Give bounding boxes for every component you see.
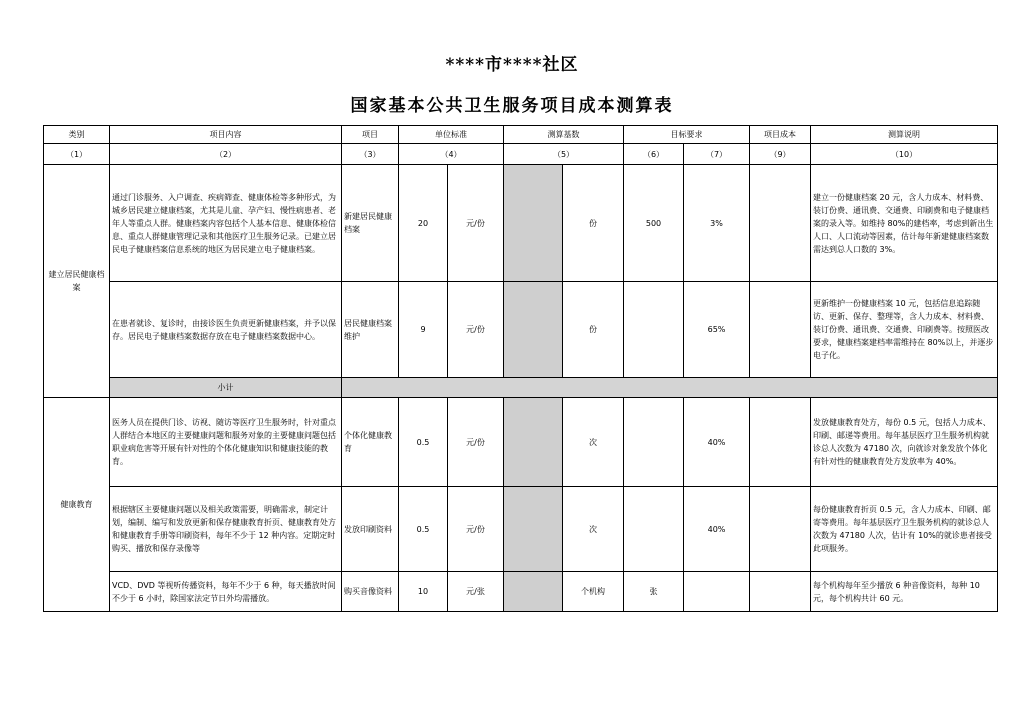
header-content: 项目内容 [110,126,342,144]
page-title-community: ****市****社区 [445,55,579,75]
base-shaded-cell [504,282,563,378]
colnum-3: （3） [342,144,399,165]
table-row [44,165,998,282]
colnum-1: （1） [44,144,110,165]
subtotal-row [44,378,998,398]
table-row [44,487,998,572]
item-cell: 发放印刷资料 [342,487,399,572]
header-base: 测算基数 [504,126,624,144]
std-unit-cell: 元/份 [448,282,504,378]
content-cell: 通过门诊服务、入户调查、疾病筛查、健康体检等多种形式，为城乡居民建立健康档案，尤其是儿童、孕产妇、慢性病患者、老年人等重点人群。健康档案内容包括个人基本信息、健康体检信息、重点人群健康管理记录和其他医疗卫生服务记录。已建立居民电子健康档案信息系统的地区为居民建立电子健康档案。 [110,165,342,282]
note-cell: 建立一份健康档案 20 元，含人力成本、材料费、装订份费、通讯费、交通费、印刷费和电子健康档案的录入等。如维持 80%的建档率，考虑到新出生人口、人口流动等因素，估计每年新建健康档案数需达到总人口数的 3%。 [811,165,998,282]
target-count-cell [624,398,684,487]
cost-cell [750,398,811,487]
target-count-cell: 500 [624,165,684,282]
colnum-4: （4） [399,144,504,165]
note-cell: 每个机构每年至少播放 6 种音像资料，每种 10 元，每个机构共计 60 元。 [811,572,998,612]
header-category: 类别 [44,126,110,144]
item-cell: 新建居民健康档案 [342,165,399,282]
header-row [44,126,998,144]
subtotal-fill [342,378,998,398]
colnum-9: （9） [750,144,811,165]
header-target: 目标要求 [624,126,750,144]
target-count-cell [624,282,684,378]
note-cell: 发放健康教育处方，每份 0.5 元，包括人力成本、印刷、邮递等费用。每年基层医疗卫生服务机构就诊总人次数为 47180 次，向就诊对象发放个体化有针对性的健康教育处方发放率为 40%。 [811,398,998,487]
target-pct-cell: 65% [684,282,750,378]
cost-cell [750,165,811,282]
target-count-cell: 张 [624,572,684,612]
base-shaded-cell [504,487,563,572]
item-cell: 购买音像资料 [342,572,399,612]
header-note: 测算说明 [811,126,998,144]
content-cell: VCD、DVD 等视听传播资料，每年不少于 6 种，每天播放时间不少于 6 小时，除国家法定节日外均需播放。 [110,572,342,612]
cost-cell [750,572,811,612]
item-cell: 居民健康档案维护 [342,282,399,378]
table-row [44,398,998,487]
std-unit-cell: 元/份 [448,398,504,487]
base-unit-cell: 个机构 [563,572,624,612]
header-item: 项目 [342,126,399,144]
base-shaded-cell [504,398,563,487]
base-shaded-cell [504,572,563,612]
target-pct-cell: 3% [684,165,750,282]
std-value-cell: 9 [399,282,448,378]
target-count-cell [624,487,684,572]
base-shaded-cell [504,165,563,282]
note-cell: 更新维护一份健康档案 10 元，包括信息追踪随访、更新、保存、整理等，含人力成本、材料费、装订份费、通讯费、交通费、印刷费等。按照医改要求，健康档案建档率需维持在 80%以上，并逐步电子化。 [811,282,998,378]
column-number-row [44,144,998,165]
content-cell: 在患者就诊、复诊时，由接诊医生负责更新健康档案，并予以保存。居民电子健康档案数据存放在电子健康档案数据中心。 [110,282,342,378]
table-row [44,572,998,612]
header-unit-standard: 单位标准 [399,126,504,144]
std-unit-cell: 元/份 [448,165,504,282]
cost-table [43,125,998,612]
category-archive: 建立居民健康档案 [44,165,110,398]
content-cell: 医务人员在提供门诊、访视、随访等医疗卫生服务时，针对重点人群结合本地区的主要健康问题和服务对象的主要健康问题包括职业病危害等开展有针对性的个体化健康知识和健康技能的教育。 [110,398,342,487]
note-cell: 每份健康教育折页 0.5 元，含人力成本、印刷、邮寄等费用。每年基层医疗卫生服务机构的就诊总人次数为 47180 人次，估计有 10%的就诊患者接受此项服务。 [811,487,998,572]
table-row [44,282,998,378]
item-cell: 个体化健康教育 [342,398,399,487]
std-value-cell: 10 [399,572,448,612]
base-unit-cell: 份 [563,282,624,378]
colnum-10: （10） [811,144,998,165]
content-cell: 根据辖区主要健康问题以及相关政策需要，明确需求，制定计划，编制、编写和发放更新和保存健康教育折页、健康教育处方和健康教育手册等印刷资料，每年不少于 12 种内容。定期定时购买、播放和保存录像等 [110,487,342,572]
std-unit-cell: 元/份 [448,487,504,572]
colnum-2: （2） [110,144,342,165]
subtotal-label: 小计 [110,378,342,398]
header-cost: 项目成本 [750,126,811,144]
std-value-cell: 0.5 [399,487,448,572]
colnum-7: （7） [684,144,750,165]
cost-cell [750,282,811,378]
target-pct-cell [684,572,750,612]
base-unit-cell: 次 [563,487,624,572]
base-unit-cell: 份 [563,165,624,282]
std-unit-cell: 元/张 [448,572,504,612]
colnum-5: （5） [504,144,624,165]
base-unit-cell: 次 [563,398,624,487]
target-pct-cell: 40% [684,398,750,487]
std-value-cell: 20 [399,165,448,282]
category-education: 健康教育 [44,398,110,612]
page-title-main: 国家基本公共卫生服务项目成本测算表 [350,96,674,116]
colnum-6: （6） [624,144,684,165]
std-value-cell: 0.5 [399,398,448,487]
cost-cell [750,487,811,572]
target-pct-cell: 40% [684,487,750,572]
